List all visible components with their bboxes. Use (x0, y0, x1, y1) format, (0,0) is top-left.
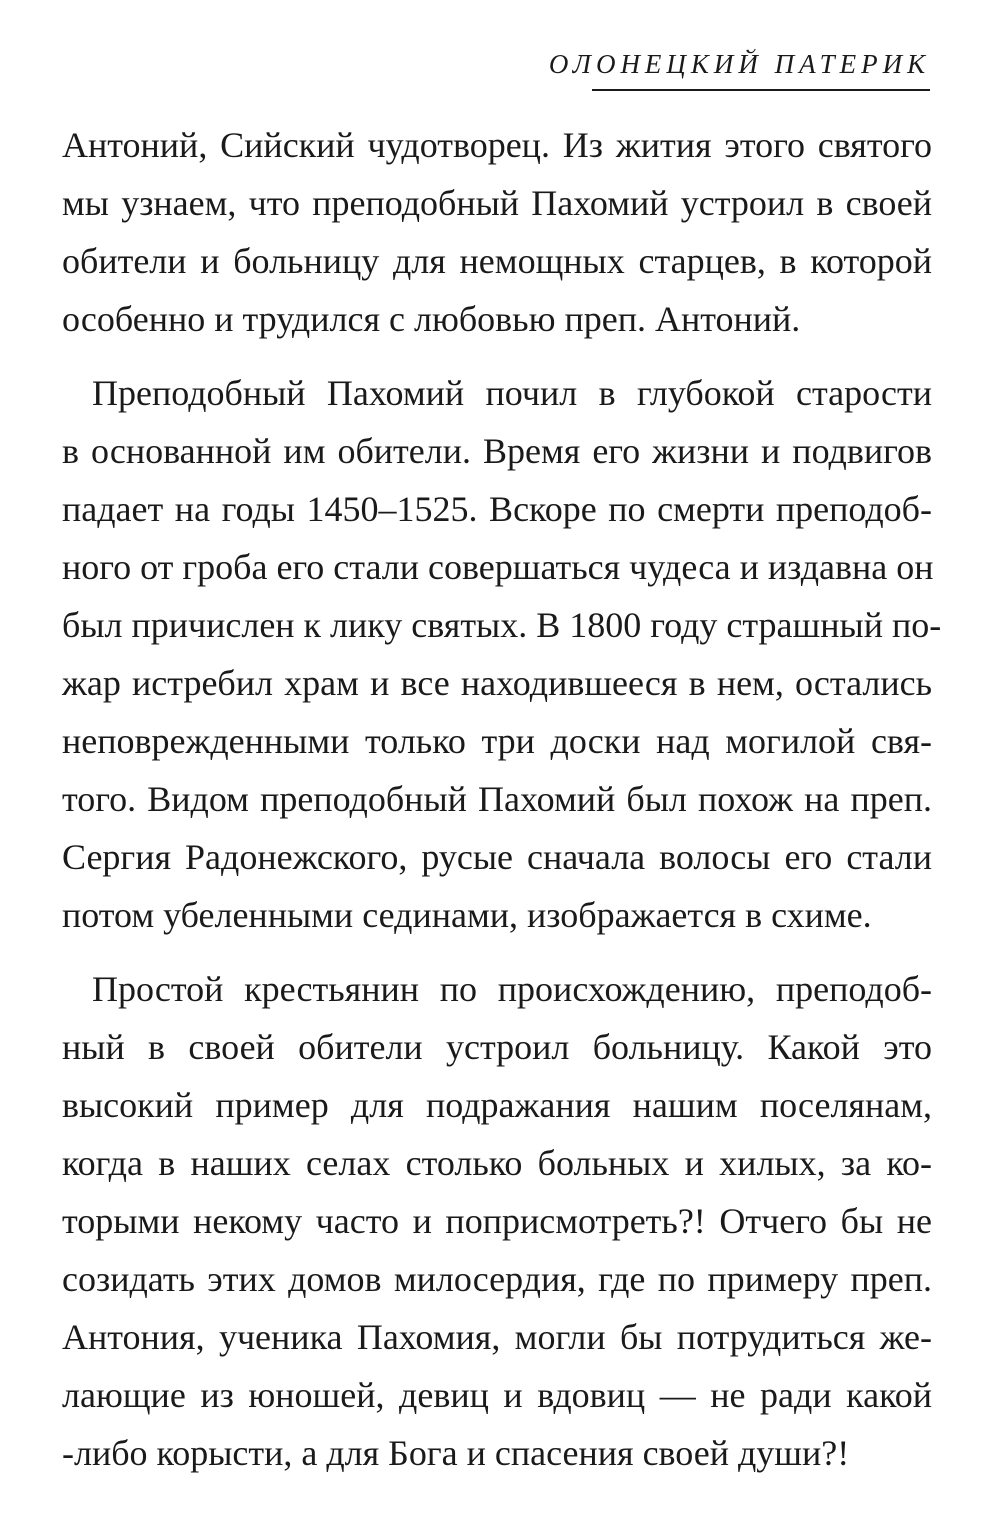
text-line: мы узнаем, что преподобный Пахомий устроил в своей (62, 183, 932, 223)
text-line: ного от гроба его стали совершаться чудеса и издавна он (62, 547, 934, 587)
text-line: жар истребил храм и все находившееся в нем, остались (62, 663, 932, 703)
text-line: падает на годы 1450–1525. Вскоре по смерти преподоб- (62, 489, 932, 529)
paragraph-gap (62, 944, 932, 960)
text-line: торыми некому часто и поприсмотреть?! Отчего бы не (62, 1201, 932, 1241)
text-line: лающие из юношей, девиц и вдовиц — не ради какой (62, 1375, 932, 1415)
text-line: того. Видом преподобный Пахомий был похож на преп. (62, 779, 932, 819)
paragraph-1 (62, 116, 932, 348)
text-line: Преподобный Пахомий почил в глубокой старости (92, 373, 932, 413)
text-line: в основанной им обители. Время его жизни и подвигов (62, 431, 932, 471)
text-line: был причислен к лику святых. В 1800 году страшный по- (62, 605, 942, 645)
text-line: созидать этих домов милосердия, где по примеру преп. (62, 1259, 932, 1299)
text-line: когда в наших селах столько больных и хилых, за ко- (62, 1143, 932, 1183)
text-line: Антония, ученика Пахомия, могли бы потрудиться же- (62, 1317, 932, 1357)
body-text (62, 116, 942, 1482)
text-line: -либо корысти, а для Бога и спасения своей души?! (62, 1433, 850, 1473)
text-line: высокий пример для подражания нашим поселянам, (62, 1085, 932, 1125)
paragraph-3 (62, 960, 932, 1482)
header-rule (592, 89, 930, 91)
paragraph-2 (62, 364, 942, 944)
running-title: ОЛОНЕЦКИЙ ПАТЕРИК (548, 49, 930, 79)
text-line: ный в своей обители устроил больницу. Какой это (62, 1027, 932, 1067)
text-line: особенно и трудился с любовью преп. Антоний. (62, 299, 801, 339)
text-line: Антоний, Сийский чудотворец. Из жития этого святого (62, 125, 932, 165)
text-line: Сергия Радонежского, русые сначала волосы его стали (62, 837, 932, 877)
paragraph-gap (62, 348, 932, 364)
text-line: неповрежденными только три доски над могилой свя- (62, 721, 932, 761)
text-line: потом убеленными сединами, изображается в схиме. (62, 895, 872, 935)
text-line: обители и больницу для немощных старцев, в которой (62, 241, 932, 281)
text-line: Простой крестьянин по происхождению, преподоб- (92, 969, 932, 1009)
